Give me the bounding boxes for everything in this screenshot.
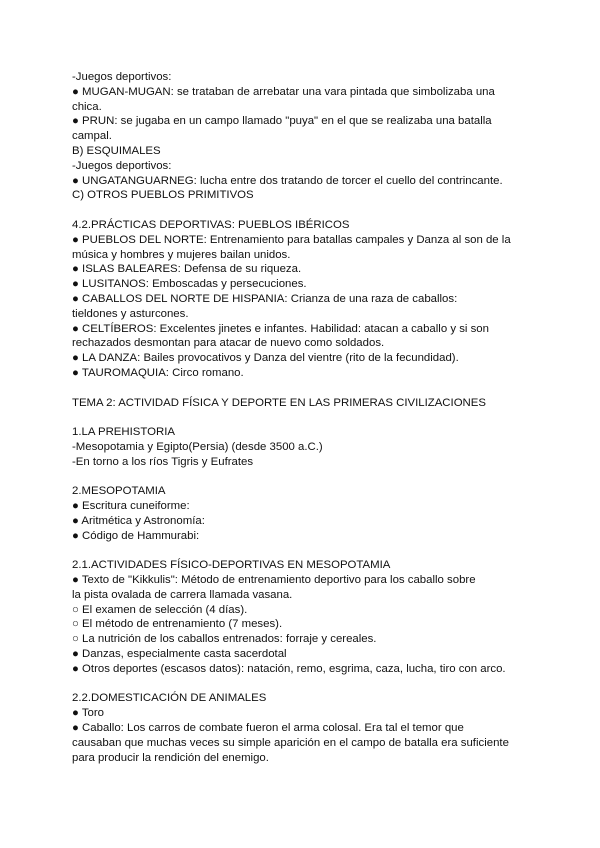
document-body [72, 70, 542, 765]
text-line: ● Código de Hammurabi: [72, 529, 200, 542]
text-line: ● LA DANZA: Bailes provocativos y Danza del vientre (rito de la fecundidad). [72, 352, 459, 365]
text-line: 2.1.ACTIVIDADES FÍSICO-DEPORTIVAS EN MESOPOTAMIA [72, 559, 391, 572]
text-line: ● PRUN: se jugaba en un campo llamado "puya" en el que se realizaba una batalla [72, 115, 492, 128]
text-line: ○ El examen de selección (4 días). [72, 603, 248, 616]
text-line: ● ISLAS BALEARES: Defensa de su riqueza. [72, 263, 302, 276]
text-line: ● TAUROMAQUIA: Circo romano. [72, 366, 244, 379]
text-line: campal. [72, 130, 112, 143]
blank-line [72, 544, 542, 559]
text-line: 2.2.DOMESTICACIÓN DE ANIMALES [72, 692, 267, 705]
text-line: ● Aritmética y Astronomía: [72, 514, 205, 527]
text-line: -Juegos deportivos: [72, 71, 172, 83]
text-line: rechazados desmontan para atacar de nuevo como soldados. [72, 337, 385, 350]
text-line: -Juegos deportivos: [72, 159, 172, 172]
text-line: TEMA 2: ACTIVIDAD FÍSICA Y DEPORTE EN LAS PRIMERAS CIVILIZACIONES [72, 396, 486, 409]
text-line: ● Escritura cuneiforme: [72, 500, 190, 513]
text-line: ● Texto de "Kikkulis": Método de entrenamiento deportivo para los caballo sobre [72, 574, 476, 587]
text-line: 4.2.PRÁCTICAS DEPORTIVAS: PUEBLOS IBÉRICOS [72, 218, 350, 231]
text-line: ● CELTÍBEROS: Excelentes jinetes e infantes. Habilidad: atacan a caballo y si son [72, 322, 489, 335]
text-line: ● CABALLOS DEL NORTE DE HISPANIA: Crianza de una raza de caballos: [72, 292, 458, 305]
text-line: ● MUGAN-MUGAN: se trataban de arrebatar una vara pintada que simbolizaba una [72, 85, 495, 98]
text-line: ● Danzas, especialmente casta sacerdotal [72, 648, 287, 661]
blank-line [72, 203, 542, 218]
text-line: ○ La nutrición de los caballos entrenados: forraje y cereales. [72, 633, 377, 646]
blank-line [72, 470, 542, 485]
text-line: ● UNGATANGUARNEG: lucha entre dos tratando de torcer el cuello del contrincante. [72, 174, 503, 187]
text-line: B) ESQUIMALES [72, 144, 161, 157]
text-line: causaban que muchas veces su simple aparición en el campo de batalla era suficiente [72, 736, 509, 749]
text-line: música y hombres y mujeres bailan unidos. [72, 248, 291, 261]
text-line: C) OTROS PUEBLOS PRIMITIVOS [72, 189, 254, 202]
text-line: -En torno a los ríos Tigris y Eufrates [72, 455, 254, 468]
blank-line [72, 677, 542, 692]
text-line: para producir la rendición del enemigo. [72, 751, 269, 764]
text-line: tieldones y asturcones. [72, 307, 189, 320]
text-line: 1.LA PREHISTORIA [72, 426, 175, 439]
text-line: ● Caballo: Los carros de combate fueron el arma colosal. Era tal el temor que [72, 722, 464, 735]
text-line: chica. [72, 100, 102, 113]
text-line: -Mesopotamia y Egipto(Persia) (desde 3500 a.C.) [72, 440, 323, 453]
text-line: ● PUEBLOS DEL NORTE: Entrenamiento para batallas campales y Danza al son de la [72, 233, 511, 246]
text-line: ● LUSITANOS: Emboscadas y persecuciones. [72, 278, 307, 291]
text-line: ● Toro [72, 707, 104, 720]
blank-line [72, 410, 542, 425]
blank-line [72, 381, 542, 396]
text-line: 2.MESOPOTAMIA [72, 485, 166, 498]
text-line: ● Otros deportes (escasos datos): natación, remo, esgrima, caza, lucha, tiro con arco. [72, 662, 506, 675]
text-line: ○ El método de entrenamiento (7 meses). [72, 618, 283, 631]
text-line: la pista ovalada de carrera llamada vasana. [72, 588, 293, 601]
